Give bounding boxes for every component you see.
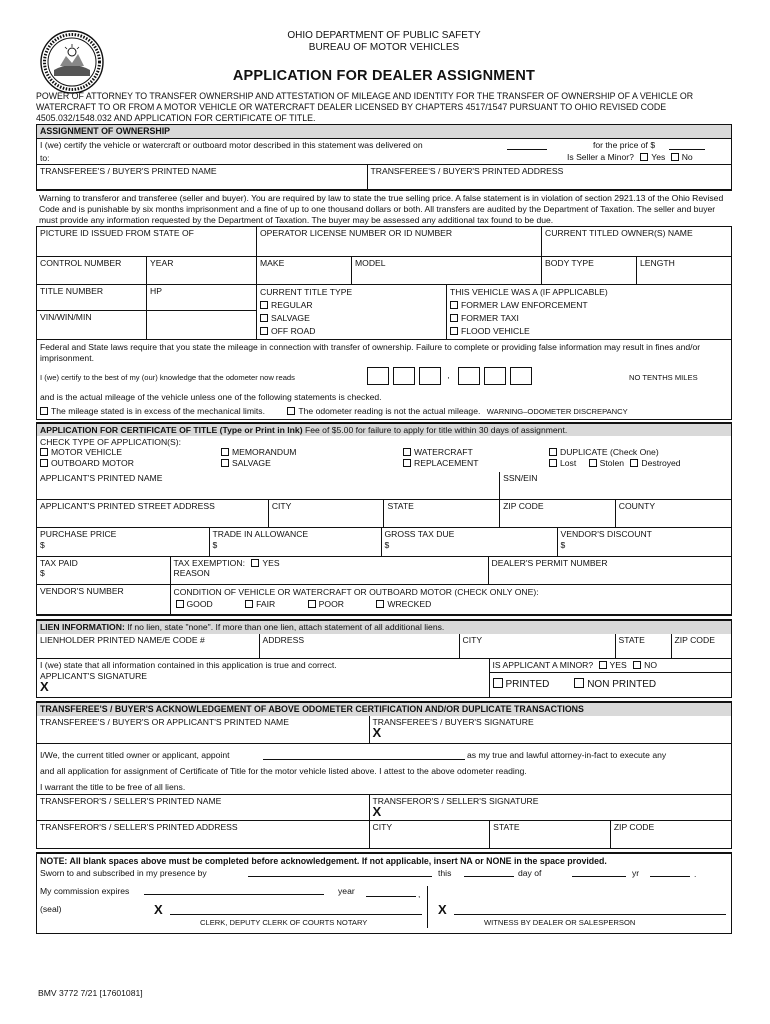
seller-sig-label: TRANSFEROR'S / SELLER'S SIGNATURE (372, 795, 539, 806)
not-actual-label: The odometer reading is not the actual mileage. (298, 406, 481, 417)
app-zip-label: ZIP CODE (503, 501, 544, 512)
ack-section (36, 701, 732, 849)
applicant-signature-label: APPLICANT'S SIGNATURE (40, 670, 148, 681)
destroyed-checkbox[interactable] (630, 459, 638, 467)
picture-id-field[interactable] (37, 226, 257, 256)
buyer-name-field[interactable] (37, 164, 367, 189)
license-field[interactable] (257, 226, 542, 256)
lost-label: Lost (560, 457, 577, 468)
clerk-signature-x: X (154, 902, 163, 918)
exemption-yes-checkbox[interactable] (251, 559, 259, 567)
odometer-digit-1[interactable] (367, 367, 389, 385)
buyer-address-label: TRANSFEREE'S / BUYER'S PRINTED ADDRESS (370, 165, 564, 176)
lien-city-field[interactable] (459, 634, 615, 659)
vendor-discount-field[interactable] (557, 528, 731, 556)
former-taxi-label: FORMER TAXI (461, 312, 519, 323)
application-heading (37, 424, 731, 436)
seller-address-label: TRANSFEROR'S / SELLER'S PRINTED ADDRESS (40, 821, 238, 832)
witness-signature-x: X (438, 902, 447, 918)
sworn-by-field[interactable] (248, 876, 432, 877)
check-type-label: CHECK TYPE OF APPLICATION(S): (40, 436, 182, 447)
trade-label: TRADE IN ALLOWANCE (212, 529, 309, 540)
excess-label: The mileage stated is in excess of the mechanical limits. (51, 406, 265, 417)
destroyed-label: Destroyed (641, 457, 681, 468)
title-type-label: CURRENT TITLE TYPE (260, 286, 353, 297)
picture-id-label: PICTURE ID ISSUED FROM STATE OF (40, 227, 194, 238)
replacement-checkbox[interactable] (403, 459, 411, 467)
salvage-checkbox[interactable] (221, 459, 229, 467)
exemption-yes-label: YES (262, 557, 280, 568)
salvage-label: SALVAGE (232, 457, 271, 468)
regular-label: REGULAR (271, 299, 313, 310)
watercraft-label: WATERCRAFT (414, 446, 473, 457)
make-label: MAKE (260, 257, 285, 268)
applicant-signature-x: X (40, 678, 49, 694)
seller-minor-no-checkbox[interactable] (671, 153, 679, 161)
odometer-section (36, 340, 732, 420)
agency-line1: OHIO DEPARTMENT OF PUBLIC SAFETY (287, 30, 481, 41)
good-label: GOOD (186, 599, 213, 610)
vin-field[interactable] (37, 311, 146, 323)
seller-address-field[interactable] (37, 820, 369, 848)
vendor-discount-dollar: $ (560, 539, 566, 550)
salvage-title-checkbox[interactable] (260, 314, 268, 322)
owner-label: CURRENT TITLED OWNER(S) NAME (545, 227, 693, 238)
hp-cell (147, 284, 257, 339)
title-number-field[interactable] (37, 285, 146, 311)
outboard-label: OUTBOARD MOTOR (51, 457, 134, 468)
intro-text: POWER OF ATTORNEY TO TRANSFER OWNERSHIP AND ATTESTATION OF MILEAGE AND IDENTITY FOR THE TRANSFER OF OWNERSHIP OF A VEHICLE OR WATERCRAFT TO OR FROM A MOTOR VEHICLE OR WATERCRAFT DEALER LICENSED BY CHAPTERS 4517/1547 PURSUANT TO OHIO REVISED CODE 4505.032/1548.032 AND APPLICATION FOR CERTIFICATE OF TITLE. (36, 91, 694, 124)
lien-address-label: ADDRESS (262, 634, 305, 645)
day-of-label: day of (518, 868, 542, 879)
ssn-field[interactable] (500, 472, 731, 500)
printed-checkbox[interactable] (493, 678, 503, 688)
tax-paid-field[interactable] (37, 557, 170, 585)
vehicle-was-cell (447, 284, 732, 339)
lien-heading-rest: If no lien, state "none". If more than one lien, attach statement of all additional liens. (124, 622, 445, 633)
form-code: BMV 3772 7/21 [17601081] (38, 988, 143, 998)
street-label: APPLICANT'S PRINTED STREET ADDRESS (40, 501, 215, 512)
off-road-checkbox[interactable] (260, 327, 268, 335)
ack-heading: TRANSFEREE'S / BUYER'S ACKNOWLEDGEMENT OF ABOVE ODOMETER CERTIFICATION AND/OR DUPLICATE TRANSACTIONS (37, 703, 731, 716)
odometer-digit-2[interactable] (393, 367, 415, 385)
lien-city-label: CITY (462, 634, 483, 645)
odometer-digit-4[interactable] (458, 367, 480, 385)
gross-label: GROSS TAX DUE (384, 529, 455, 540)
lien-state-label: STATE (618, 634, 645, 645)
trade-in-field[interactable] (209, 528, 381, 556)
reason-label: REASON (173, 568, 210, 579)
motor-vehicle-checkbox[interactable] (40, 448, 48, 456)
control-number-field[interactable] (37, 256, 147, 284)
appoint2-text: and all application for assignment of Certificate of Title for the motor vehicle listed above. I attest to the above odometer reading. (40, 766, 527, 777)
form-page (36, 24, 732, 934)
length-label: LENGTH (640, 257, 675, 268)
flood-label: FLOOD VEHICLE (461, 325, 530, 336)
ack-buyer-name-field[interactable] (37, 716, 369, 744)
lien-state-field[interactable] (615, 634, 671, 659)
license-label: OPERATOR LICENSE NUMBER OR ID NUMBER (260, 227, 453, 238)
gross-dollar: $ (384, 539, 390, 550)
lienholder-field[interactable] (37, 634, 259, 659)
vendor-number-label: VENDOR'S NUMBER (40, 586, 124, 597)
year-label: YEAR (150, 257, 174, 268)
body-label: BODY TYPE (545, 257, 594, 268)
replacement-label: REPLACEMENT (414, 457, 479, 468)
commission-field[interactable] (144, 894, 324, 895)
applicant-minor-label: IS APPLICANT A MINOR? (492, 660, 594, 671)
permit-label: DEALER'S PERMIT NUMBER (491, 557, 608, 568)
condition-cell (170, 585, 731, 615)
warning-text: Warning to transferor and transferee (seller and buyer). You are required by law to state the true selling price. A false statement is in violation of section 2921.13 of the Ohio Revised Code and is punishable by six months imprisonment and a fine of up to one thousand dollars or both. All transfers are audited by the Department of Taxation. The seller and buyer must provide any information requested by the Department of Taxation. The buyer may be assessed any additional tax found to be due. (39, 192, 724, 225)
duplicate-label: DUPLICATE (Check One) (560, 446, 659, 457)
form-title: APPLICATION FOR DEALER ASSIGNMENT (232, 68, 536, 84)
lienholder-label: LIENHOLDER PRINTED NAME/E CODE # (40, 634, 205, 645)
vin-label: VIN/WIN/MIN (40, 311, 92, 322)
actual-mileage-text: and is the actual mileage of the vehicle unless one of the following statements is checked. (40, 391, 382, 402)
county-field[interactable] (615, 500, 731, 528)
yes-label: Yes (651, 151, 666, 162)
stolen-label: Stolen (599, 457, 625, 468)
lien-zip-label: ZIP CODE (674, 634, 715, 645)
lien-heading (37, 621, 731, 633)
ohio-seal-icon (40, 30, 104, 94)
seller-state-label: STATE (493, 821, 520, 832)
lien-zip-field[interactable] (671, 634, 731, 659)
commission-label: My commission expires (40, 886, 130, 897)
federal-text: Federal and State laws require that you state the mileage in connection with transfer of ownership. Failure to complete or providing false information may result in fines and/or imprisonment. (40, 341, 701, 363)
hp-field[interactable] (147, 285, 256, 311)
salvage-title-label: SALVAGE (271, 312, 310, 323)
seller-name-field[interactable] (37, 794, 369, 820)
assignment-section (36, 124, 732, 191)
certify-text: I (we) certify the vehicle or watercraft or outboard motor described in this statement was delivered on (40, 139, 423, 150)
seller-minor-label: Is Seller a Minor? (567, 151, 634, 162)
poor-checkbox[interactable] (308, 600, 316, 608)
warrant-text: I warrant the title to be free of all liens. (40, 782, 186, 793)
sworn-period: . (694, 869, 697, 880)
odometer-digit-3[interactable] (419, 367, 441, 385)
regular-checkbox[interactable] (260, 301, 268, 309)
off-road-label: OFF ROAD (271, 325, 316, 336)
no-label: No (681, 151, 693, 162)
memorandum-label: MEMORANDUM (232, 446, 297, 457)
motor-vehicle-label: MOTOR VEHICLE (51, 446, 122, 457)
applicant-name-field[interactable] (37, 472, 500, 500)
applicant-minor-no-label: NO (644, 660, 657, 671)
lien-section (36, 619, 732, 698)
seller-minor-yes-checkbox[interactable] (640, 153, 648, 161)
vendor-discount-label: VENDOR'S DISCOUNT (560, 529, 652, 540)
stolen-checkbox[interactable] (589, 459, 597, 467)
buyer-name-label: TRANSFEREE'S / BUYER'S PRINTED NAME (40, 165, 217, 176)
trade-dollar: $ (212, 539, 218, 550)
seller-sig-x: X (372, 803, 382, 819)
control-label: CONTROL NUMBER (40, 257, 122, 268)
yr-field[interactable] (650, 876, 690, 877)
vendor-number-field[interactable] (37, 585, 170, 615)
hp-label: HP (150, 285, 162, 296)
seller-zip-field[interactable] (610, 820, 731, 848)
odometer-comma: , (447, 370, 450, 381)
tax-paid-dollar: $ (40, 568, 45, 579)
sworn-label: Sworn to and subscribed in my presence by (40, 868, 207, 879)
ack-buyer-sig-x: X (372, 725, 382, 741)
owner-field[interactable] (542, 226, 732, 256)
attorney-name-field[interactable] (263, 750, 465, 760)
odometer-digit-6[interactable] (510, 367, 532, 385)
delivery-date-field[interactable] (507, 141, 547, 150)
application-section (36, 422, 732, 617)
agency-header (36, 30, 732, 54)
price-field[interactable] (669, 141, 705, 150)
former-law-label: FORMER LAW ENFORCEMENT (461, 299, 588, 310)
buyer-address-field[interactable] (367, 164, 731, 189)
witness-label: WITNESS BY DEALER OR SALESPERSON (484, 918, 636, 928)
non-printed-checkbox[interactable] (574, 678, 584, 688)
notary-note: NOTE: All blank spaces above must be completed before acknowledgement. If not applicable, insert NA or NONE in the space provided. (40, 856, 607, 867)
not-actual-checkbox[interactable] (287, 407, 295, 415)
flood-checkbox[interactable] (450, 327, 458, 335)
applicant-signature-field[interactable] (37, 659, 489, 697)
permit-field[interactable] (488, 557, 731, 585)
title-type-cell (257, 284, 447, 339)
seller-city-label: CITY (372, 821, 393, 832)
assignment-heading: ASSIGNMENT OF OWNERSHIP (37, 125, 731, 138)
duplicate-checkbox[interactable] (549, 448, 557, 456)
minor-printed-cell (489, 659, 731, 697)
memorandum-checkbox[interactable] (221, 448, 229, 456)
true-correct-text: I (we) state that all information contained in this application is true and correct. (40, 660, 337, 671)
clerk-label: CLERK, DEPUTY CLERK OF COURTS NOTARY (200, 918, 368, 928)
applicant-name-label: APPLICANT'S PRINTED NAME (40, 472, 163, 483)
commission-comma: , (418, 889, 421, 900)
vehicle-was-label: THIS VEHICLE WAS A (IF APPLICABLE) (450, 286, 608, 297)
day-field[interactable] (464, 876, 514, 877)
seller-zip-label: ZIP CODE (613, 821, 655, 832)
applicant-minor-yes-checkbox[interactable] (599, 661, 607, 669)
lien-address-field[interactable] (259, 634, 459, 659)
seal-label: (seal) (40, 904, 62, 915)
model-label: MODEL (355, 257, 386, 268)
former-law-checkbox[interactable] (450, 301, 458, 309)
app-zip-field[interactable] (500, 500, 616, 528)
appoint-text: I/We, the current titled owner or applicant, appoint (40, 750, 230, 761)
seller-signature-field[interactable] (369, 794, 731, 820)
year-field[interactable] (147, 256, 257, 284)
make-field[interactable] (257, 256, 352, 284)
notary-section (36, 852, 732, 934)
title-number-label: TITLE NUMBER (40, 285, 104, 296)
purchase-dollar: $ (40, 539, 45, 550)
condition-label: CONDITION OF VEHICLE OR WATERCRAFT OR OUTBOARD MOTOR (CHECK ONLY ONE): (173, 587, 539, 598)
app-state-field[interactable] (384, 500, 500, 528)
poor-label: POOR (318, 599, 344, 610)
odometer-digits (367, 367, 536, 385)
yr-label: yr (632, 868, 640, 879)
app-state-label: STATE (387, 501, 414, 512)
model-field[interactable] (352, 256, 542, 284)
purchase-label: PURCHASE PRICE (40, 529, 117, 540)
seller-state-field[interactable] (490, 820, 611, 848)
tax-exemption-field[interactable] (170, 557, 488, 585)
vehicle-table (36, 226, 732, 340)
app-city-field[interactable] (268, 500, 384, 528)
ack-buyer-signature-field[interactable] (369, 716, 731, 744)
street-field[interactable] (37, 500, 268, 528)
purchase-price-field[interactable] (37, 528, 209, 556)
commission-year-field[interactable] (366, 896, 416, 897)
body-type-field[interactable] (542, 256, 637, 284)
ack-buyer-sig-label: TRANSFEREE'S / BUYER'S SIGNATURE (372, 716, 534, 727)
commission-year-label: year (338, 886, 355, 897)
application-heading-rest: Fee of $5.00 for failure to apply for title within 30 days of assignment. (302, 424, 568, 435)
applicant-minor-no-checkbox[interactable] (633, 661, 641, 669)
county-label: COUNTY (618, 501, 656, 512)
good-checkbox[interactable] (176, 600, 184, 608)
non-printed-label: NON PRINTED (587, 679, 657, 691)
discrepancy-warning: WARNING–ODOMETER DISCREPANCY (486, 407, 628, 417)
title-vin-cell (37, 284, 147, 339)
odometer-certify-text: I (we) certify to the best of my (our) knowledge that the odometer now reads (40, 372, 295, 382)
clerk-signature-field[interactable] (170, 914, 422, 915)
length-field[interactable] (637, 256, 732, 284)
month-field[interactable] (572, 876, 626, 877)
agency-line2: BUREAU OF MOTOR VEHICLES (308, 42, 460, 53)
tax-paid-label: TAX PAID (40, 557, 78, 568)
app-city-label: CITY (271, 501, 292, 512)
ssn-label: SSN/EIN (503, 472, 538, 483)
to-label: to: (40, 152, 50, 163)
seller-name-label: TRANSFEROR'S / SELLER'S PRINTED NAME (40, 795, 222, 806)
witness-signature-field[interactable] (454, 914, 726, 915)
wrecked-label: WRECKED (387, 599, 432, 610)
exemption-label: TAX EXEMPTION: (173, 557, 245, 568)
printed-label: PRINTED (505, 679, 550, 691)
wrecked-checkbox[interactable] (376, 600, 384, 608)
ack-buyer-name-label: TRANSFEREE'S / BUYER'S OR APPLICANT'S PRINTED NAME (40, 716, 289, 727)
fair-label: FAIR (256, 599, 276, 610)
outboard-checkbox[interactable] (40, 459, 48, 467)
odometer-digit-5[interactable] (484, 367, 506, 385)
gross-tax-field[interactable] (381, 528, 557, 556)
watercraft-checkbox[interactable] (403, 448, 411, 456)
this-label: this (438, 868, 452, 879)
excess-checkbox[interactable] (40, 407, 48, 415)
applicant-minor-yes-label: YES (609, 660, 627, 671)
lost-checkbox[interactable] (549, 459, 557, 467)
former-taxi-checkbox[interactable] (450, 314, 458, 322)
attorney-text: as my true and lawful attorney-in-fact to execute any (467, 750, 667, 761)
price-label: for the price of $ (593, 139, 656, 150)
no-tenths-label: NO TENTHS MILES (629, 372, 698, 382)
seller-city-field[interactable] (369, 820, 490, 848)
fair-checkbox[interactable] (245, 600, 253, 608)
application-heading-bold: APPLICATION FOR CERTIFICATE OF TITLE (Type or Print in Ink) (40, 424, 303, 435)
lien-heading-bold: LIEN INFORMATION: (40, 622, 125, 633)
